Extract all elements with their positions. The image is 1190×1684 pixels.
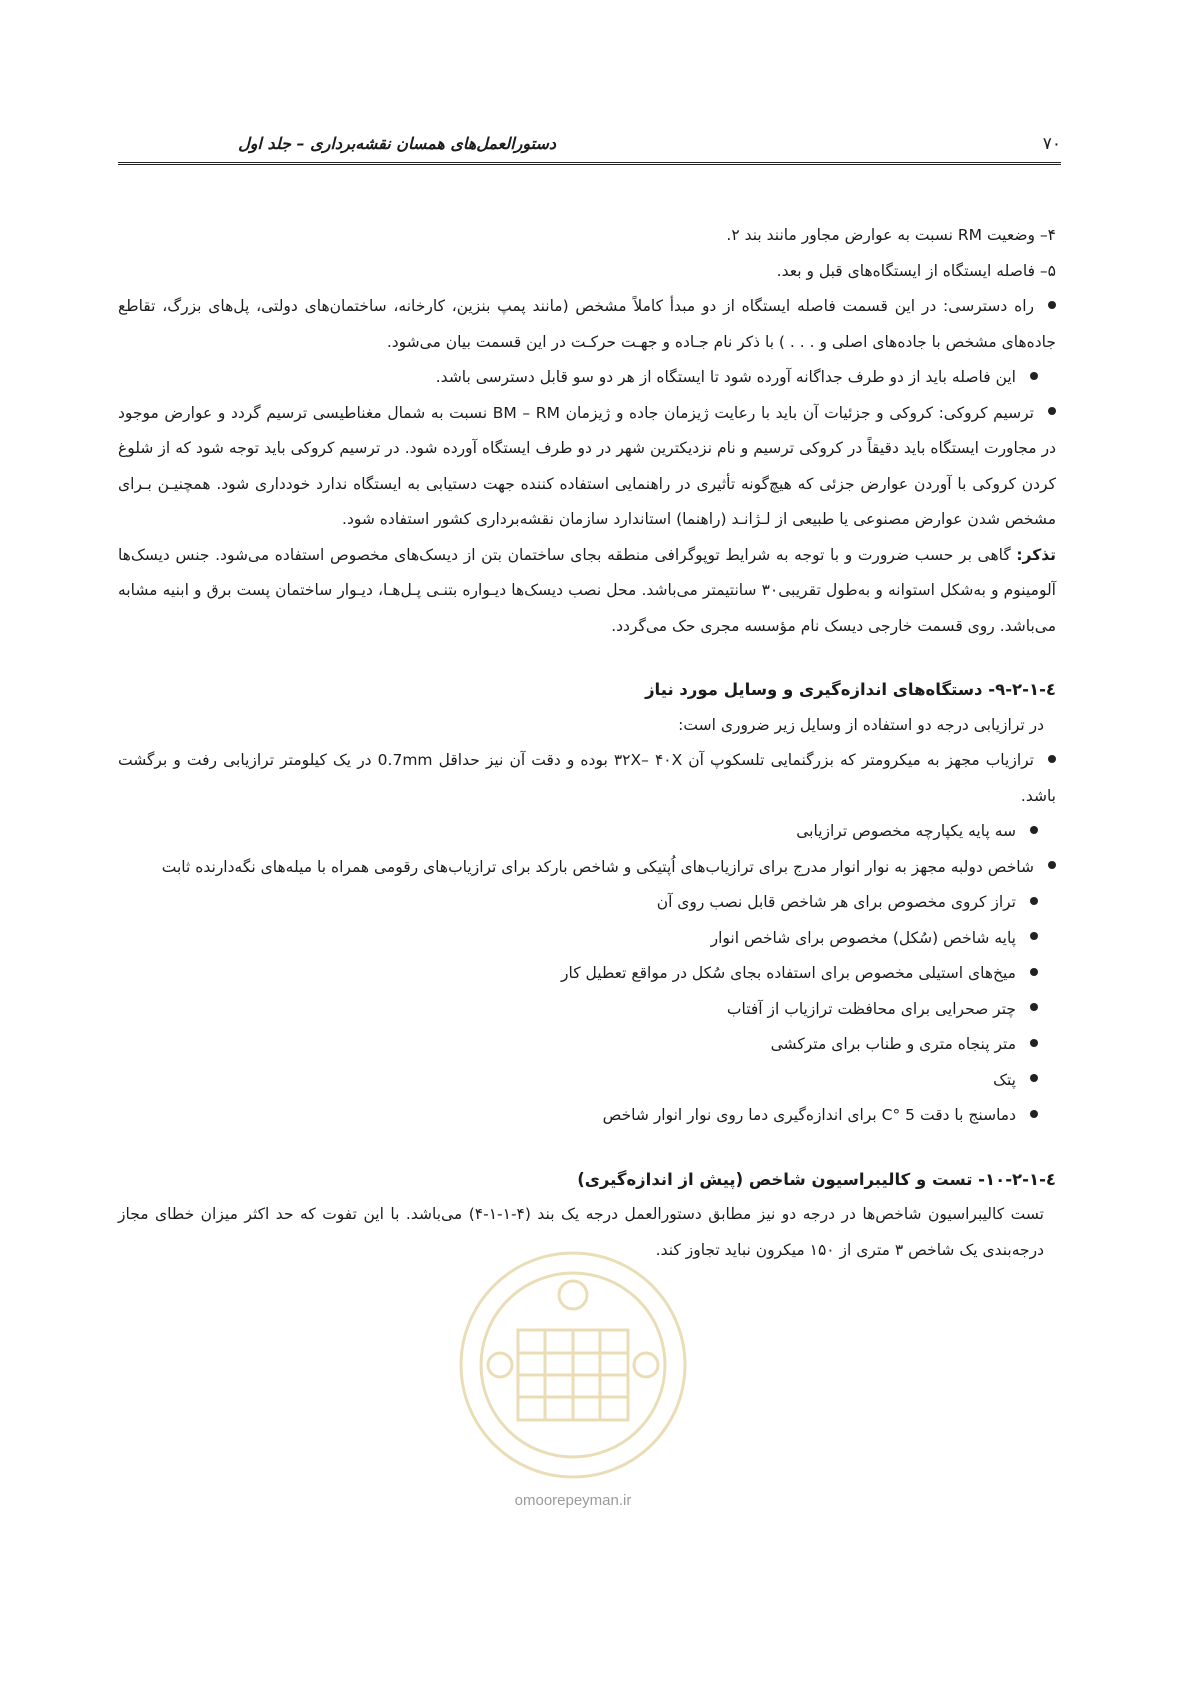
list-item xyxy=(118,1027,1056,1063)
bullet-distance xyxy=(118,360,1056,396)
page-body xyxy=(118,218,1056,1268)
list-item xyxy=(118,850,1056,886)
note-text: گاهی بر حسب ضرورت و با توجه به شرایط توپوگرافی منطقه بجای ساختمان بتن از دیسک‌های مخصوص استفاده می‌شود. جنس دیسک‌ها آلومینوم و به‌شکل استوانه و به‌طول تقریبی۳۰ سانتیمتر می‌باشد. محل نصب دیسک‌ها دیـواره بتنـی پـل‌هـا، دیـوار ساختمان پست برق و ابنیه مشابه می‌باشد. روی قسمت خارجی دیسک نام مؤسسه مجری حک می‌گردد. xyxy=(118,545,1056,635)
bullet-icon xyxy=(1030,897,1038,905)
bullet-icon xyxy=(1030,968,1038,976)
list-item xyxy=(118,814,1056,850)
bullet-icon xyxy=(1048,861,1056,869)
bullet-icon xyxy=(1030,1003,1038,1011)
section-intro: در ترازیابی درجه دو استفاده از وسایل زیر ضروری است: xyxy=(678,715,1044,734)
watermark-url: omoorepeyman.ir xyxy=(514,1492,632,1509)
bullet-text: ترسیم کروکی: کروکی و جزئیات آن باید با رعایت ژیزمان جاده و ژیزمان BM – RM نسبت به شمال مغناطیسی ترسیم گردد و عوارض موجود در مجاورت ایستگاه باید دقیقاً در کروکی ترسیم و نام نزدیکترین شهر در دو طرف ایستگاه آورده شود. در ترسیم کروکی باید توجه شود که از شلوغ کردن کروکی با آوردن عوارض جزئی که هیچ‌گونه تأثیری در راهنمایی استفاده کننده جهت دستیابی به ایستگاه ندارد خودداری شود. همچنیـن بـرای مشخص شدن عوارض مصنوعی یا طبیعی از لـژانـد (راهنما) استاندارد سازمان نقشه‌برداری کشور استفاده شود. xyxy=(118,403,1056,528)
bullet-text: راه دسترسی: در این قسمت فاصله ایستگاه از دو مبدأ کاملاً مشخص (مانند پمپ بنزین، کارخانه، ساختمان‌های دولتی، پل‌های بزرگ، تقاطع جاده‌های مشخص با جاده‌های اصلی و . . . ) با ذکر نام جـاده و جهـت حرکـت در این قسمت بیان می‌شود. xyxy=(118,297,1056,351)
bullet-icon xyxy=(1030,372,1038,380)
bullet-icon xyxy=(1048,407,1056,415)
list-item-text: شاخص دولبه مجهز به نوار انوار مدرج برای ترازیاب‌های اُپتیکی و شاخص بارکد برای ترازیاب‌های رقومی همراه با میله‌های نگه‌دارنده ثابت xyxy=(161,857,1034,876)
list-item-text: چتر صحرایی برای محافظت ترازیاب از آفتاب xyxy=(726,999,1016,1018)
list-item xyxy=(118,921,1056,957)
calibration-paragraph: تست کالیبراسیون شاخص‌ها در درجه دو نیز مطابق دستورالعمل درجه یک بند (۴-۱-۱-۴) می‌باشد. با این تفوت که حد اکثر میزان خطای مجاز درجه‌بندی یک شاخص ۳ متری از ۱۵۰ میکرون نباید تجاوز کند. xyxy=(118,1205,1044,1259)
bullet-icon xyxy=(1048,301,1056,309)
list-item xyxy=(118,1098,1056,1134)
bullet-icon xyxy=(1030,1039,1038,1047)
bullet-icon xyxy=(1030,1074,1038,1082)
list-item-text: متر پنجاه متری و طناب برای مترکشی xyxy=(770,1035,1016,1053)
list-item xyxy=(118,956,1056,992)
bullet-text: این فاصله باید از دو طرف جداگانه آورده شود تا ایستگاه از هر دو سو قابل دسترسی باشد. xyxy=(435,368,1016,386)
list-item-text: تراز کروی مخصوص برای هر شاخص قابل نصب روی آن xyxy=(656,893,1016,911)
bullet-access-road xyxy=(118,289,1056,360)
list-item xyxy=(118,992,1056,1028)
bullet-icon xyxy=(1030,1110,1038,1118)
header-divider xyxy=(118,162,1061,165)
list-item-text: ترازیاب مجهز به میکرومتر که بزرگنمایی تلسکوپ آن ۳۲X– ۴۰X بوده و دقت آن نیز حداقل 0.7mm در یک کیلومتر ترازیابی رفت و برگشت باشد. xyxy=(118,751,1056,805)
list-item xyxy=(118,885,1056,921)
bullet-icon xyxy=(1030,826,1038,834)
note-paragraph xyxy=(118,538,1056,645)
list-item xyxy=(118,743,1056,814)
list-item-text: سه پایه یکپارچه مخصوص ترازیابی xyxy=(796,822,1016,840)
section-heading-10: ٤-١-٢-١٠- تست و کالیبراسیون شاخص (پیش از اندازه‌گیری) xyxy=(577,1169,1056,1189)
list-item-text: پتک xyxy=(993,1070,1016,1089)
running-title: دستورالعمل‌های همسان نقشه‌برداری – جلد اول xyxy=(238,134,556,153)
section-heading-9: ٤-١-٢-٩- دستگاه‌های اندازه‌گیری و وسایل مورد نیاز xyxy=(645,680,1056,699)
paragraph-item-5: ۵– فاصله ایستگاه از ایستگاه‌های قبل و بعد. xyxy=(776,261,1056,280)
list-item-text: دماسنج با دقت 5 °C برای اندازه‌گیری دما روی نوار انوار شاخص xyxy=(602,1106,1016,1124)
paragraph-item-4: ۴– وضعیت RM نسبت به عوارض مجاور مانند بند ۲. xyxy=(726,226,1056,244)
bullet-sketch xyxy=(118,396,1056,538)
list-item xyxy=(118,1063,1056,1099)
list-item-text: میخ‌های استیلی مخصوص برای استفاده بجای سُکل در مواقع تعطیل کار xyxy=(561,964,1016,982)
bullet-icon xyxy=(1030,932,1038,940)
page-header xyxy=(118,130,1061,162)
note-label: تذکر: xyxy=(1016,545,1056,564)
list-item-text: پایه شاخص (سُکل) مخصوص برای شاخص انوار xyxy=(710,928,1016,947)
page-number: ۷۰ xyxy=(1042,134,1061,154)
bullet-icon xyxy=(1048,755,1056,763)
watermark-logo-icon xyxy=(448,1235,698,1505)
